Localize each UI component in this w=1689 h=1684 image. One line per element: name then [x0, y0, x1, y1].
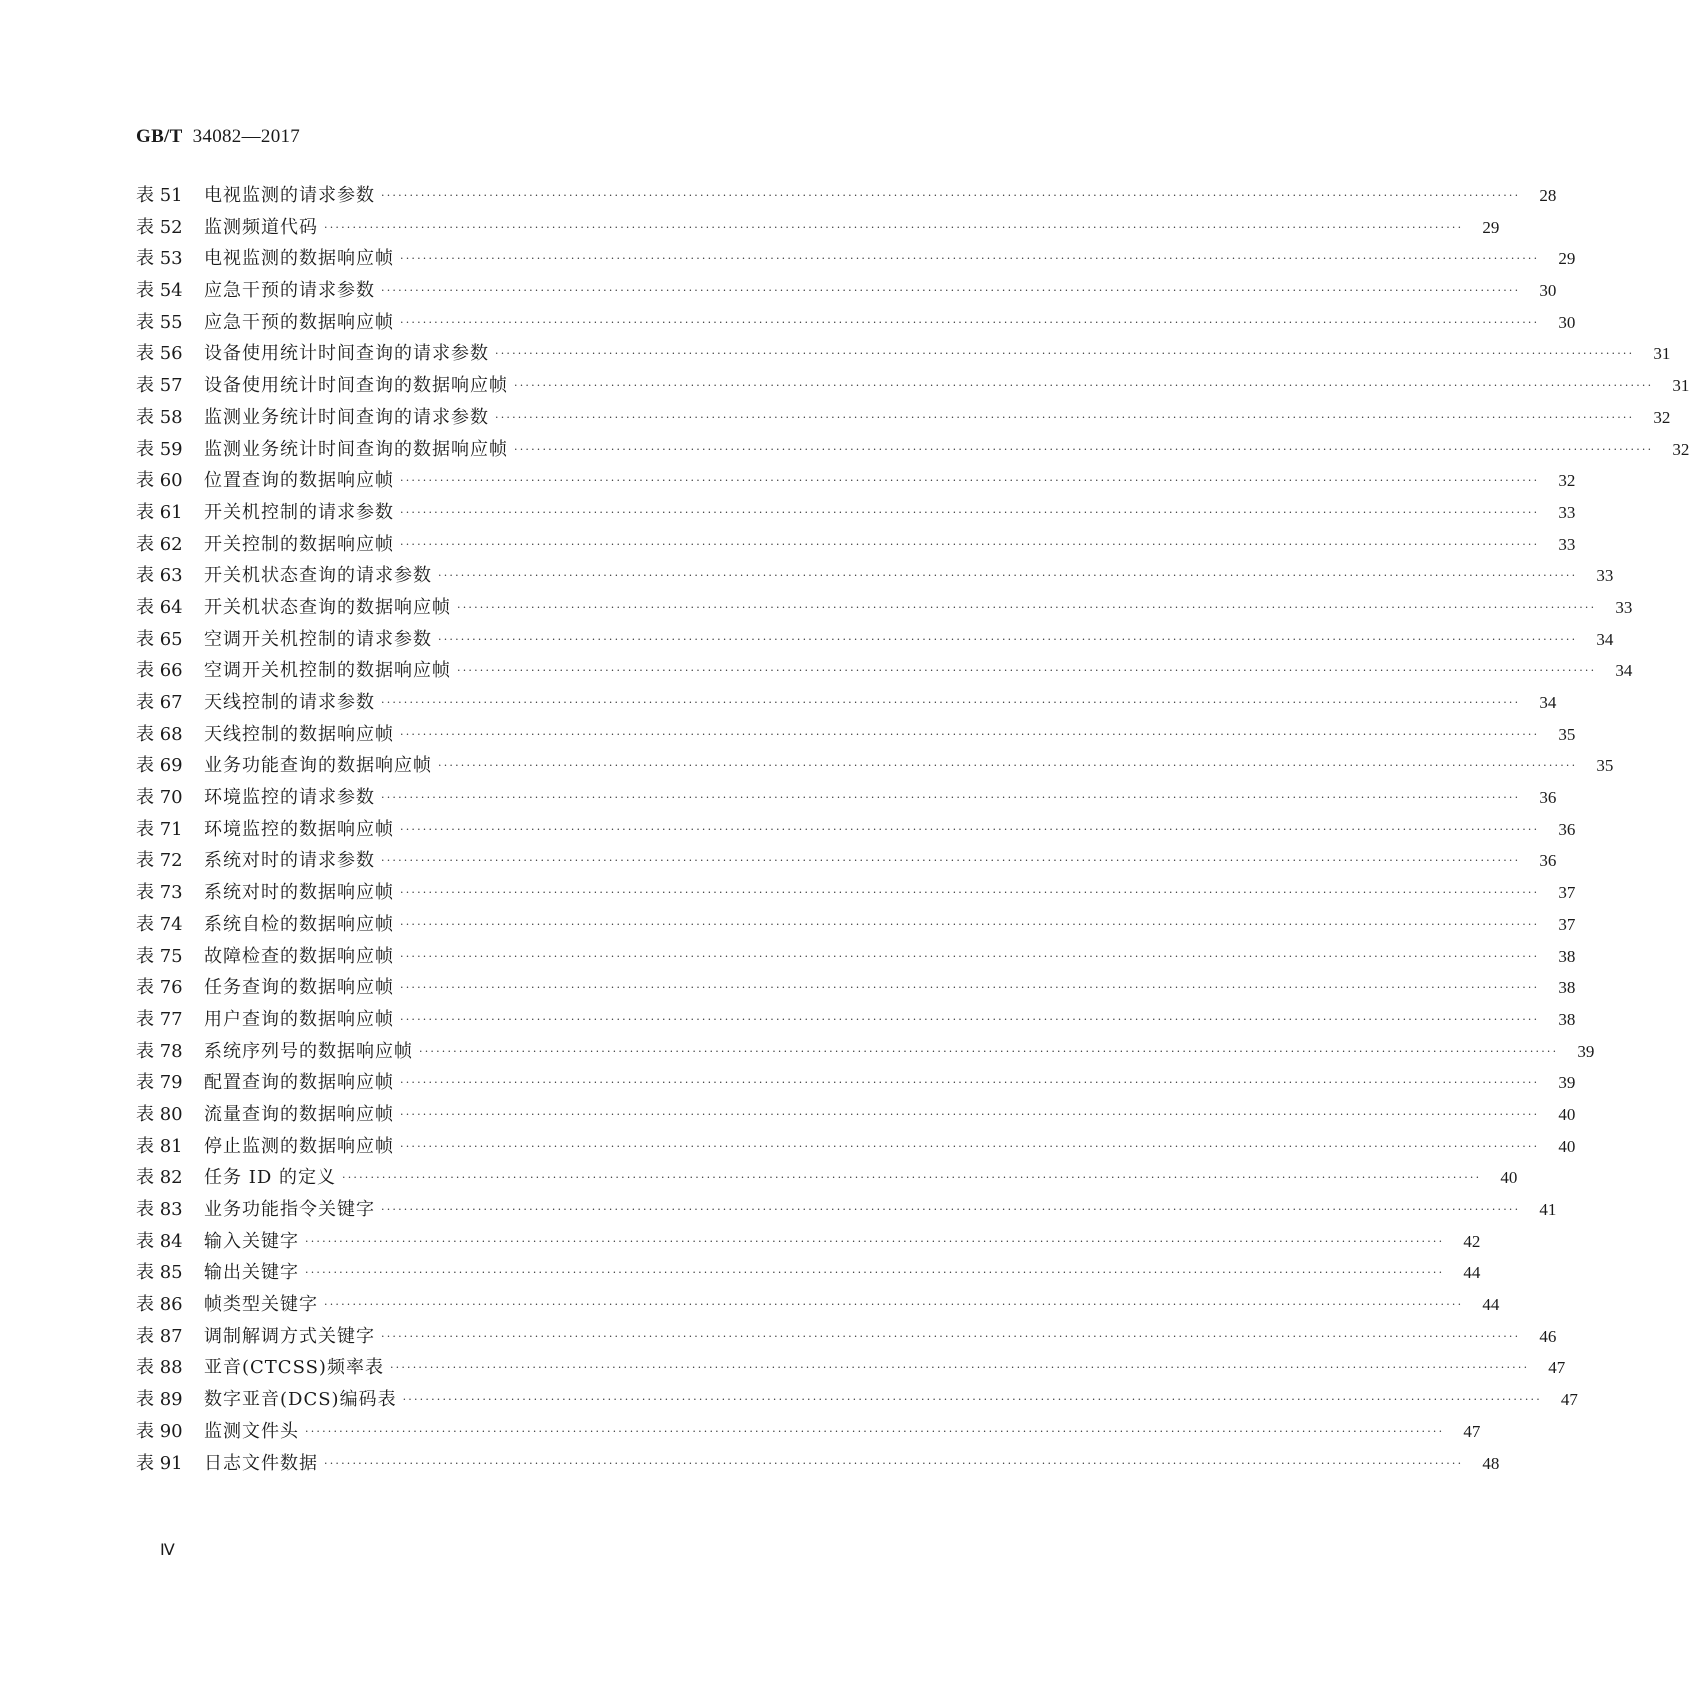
toc-page-number: 40 [1500, 1168, 1518, 1188]
toc-page-number: 29 [1558, 249, 1576, 269]
toc-table-number: 表 84 [136, 1230, 183, 1252]
toc-table-title: 帧类型关键字 [204, 1294, 318, 1316]
toc-entry[interactable] [136, 560, 1614, 592]
toc-entry[interactable] [136, 1321, 1557, 1353]
toc-dot-leader: ········································································································································································································ [419, 1044, 1559, 1058]
toc-dot-leader: ········································································································································································································ [457, 664, 1597, 678]
toc-dot-leader: ········································································································································································································ [400, 474, 1540, 488]
toc-page-number: 35 [1558, 724, 1576, 744]
toc-page-number: 36 [1539, 788, 1557, 808]
toc-dot-leader: ········································································································································································································ [400, 1107, 1540, 1121]
toc-page-number: 30 [1558, 312, 1576, 332]
toc-page-number: 34 [1539, 693, 1557, 712]
toc-table-title: 数字亚音(DCS)编码表 [204, 1389, 397, 1411]
toc-table-title: 应急干预的请求参数 [204, 280, 375, 302]
toc-table-title: 开关机状态查询的数据响应帧 [204, 596, 451, 618]
toc-dot-leader: ········································································································································································································ [495, 347, 1635, 361]
toc-table-number: 表 76 [136, 977, 183, 999]
toc-entry[interactable] [136, 972, 1576, 1004]
toc-dot-leader: ········································································································································································································ [400, 1076, 1540, 1090]
toc-table-title: 监测频道代码 [204, 216, 318, 238]
toc-entry[interactable] [136, 1257, 1481, 1289]
toc-table-title: 亚音(CTCSS)频率表 [204, 1357, 384, 1379]
toc-table-number: 表 75 [136, 945, 183, 967]
toc-table-title: 天线控制的请求参数 [204, 692, 375, 713]
toc-page-number: 38 [1558, 1009, 1576, 1029]
toc-page-number: 48 [1482, 1453, 1500, 1473]
toc-dot-leader: ········································································································································································································ [495, 410, 1635, 424]
toc-dot-leader: ········································································································································································································ [400, 981, 1540, 995]
toc-dot-leader: ········································································································································································································ [381, 284, 1521, 298]
toc-entry[interactable] [136, 529, 1576, 561]
toc-entry[interactable] [136, 307, 1576, 339]
toc-table-title: 输出关键字 [204, 1262, 299, 1284]
toc-entry[interactable] [136, 370, 1689, 402]
toc-dot-leader: ········································································································································································································ [400, 1139, 1540, 1153]
toc-table-title: 电视监测的数据响应帧 [204, 248, 394, 270]
toc-entry[interactable] [136, 338, 1671, 370]
toc-entry[interactable] [136, 434, 1689, 466]
toc-table-title: 系统对时的请求参数 [204, 850, 375, 872]
toc-dot-leader: ········································································································································································································ [305, 1266, 1445, 1280]
toc-page-number: 47 [1463, 1421, 1481, 1441]
toc-entry[interactable] [136, 1194, 1557, 1226]
toc-dot-leader: ········································································································································································································ [400, 917, 1540, 931]
toc-entry[interactable] [136, 497, 1576, 529]
toc-page-number: 44 [1463, 1263, 1481, 1283]
toc-table-number: 表 59 [136, 438, 183, 460]
toc-dot-leader: ········································································································································································································ [400, 537, 1540, 551]
toc-page-number: 47 [1560, 1390, 1578, 1410]
toc-table-number: 表 78 [136, 1040, 183, 1062]
toc-table-number: 表 87 [136, 1325, 183, 1347]
toc-table-title: 环境监控的请求参数 [204, 787, 375, 809]
toc-table-title: 任务 ID 的定义 [204, 1167, 336, 1189]
toc-table-number: 表 88 [136, 1357, 183, 1379]
toc-table-title: 监测业务统计时间查询的请求参数 [204, 406, 489, 428]
toc-table-title: 监测业务统计时间查询的数据响应帧 [204, 438, 508, 460]
toc-entry[interactable] [136, 1067, 1576, 1099]
toc-entry[interactable] [136, 1004, 1576, 1036]
page-number: Ⅳ [160, 1542, 175, 1559]
toc-table-number: 表 86 [136, 1294, 183, 1316]
toc-dot-leader: ········································································································································································································ [400, 727, 1540, 741]
toc-page-number: 30 [1539, 281, 1557, 301]
toc-page-number: 37 [1558, 914, 1576, 934]
toc-table-title: 输入关键字 [204, 1230, 299, 1252]
toc-table-number: 表 64 [136, 596, 183, 618]
toc-entry[interactable] [136, 655, 1633, 687]
toc-page-number: 33 [1596, 566, 1614, 586]
toc-dot-leader: ········································································································································································································ [438, 569, 1578, 583]
toc-table-title: 空调开关机控制的数据响应帧 [204, 660, 451, 682]
toc-table-title: 应急干预的数据响应帧 [204, 311, 394, 333]
toc-table-title: 环境监控的数据响应帧 [204, 818, 394, 840]
toc-dot-leader: ········································································································································································································ [400, 1012, 1540, 1026]
toc-table-title: 开关控制的数据响应帧 [204, 533, 394, 555]
toc-dot-leader: ········································································································································································································ [514, 379, 1654, 393]
toc-dot-leader: ········································································································································································································ [389, 1361, 1530, 1375]
toc-page-number: 39 [1558, 1073, 1576, 1093]
toc-page-number: 34 [1615, 661, 1633, 681]
toc-table-number: 表 85 [136, 1262, 183, 1284]
toc-dot-leader: ········································································································································································································ [400, 252, 1540, 266]
toc-page-number: 34 [1596, 629, 1614, 649]
toc-table-title: 用户查询的数据响应帧 [204, 1008, 394, 1030]
toc-dot-leader: ········································································································································································································ [305, 1234, 1445, 1248]
toc-dot-leader: ········································································································································································································ [400, 886, 1540, 900]
toc-page-number: 40 [1558, 1136, 1576, 1156]
toc-entry[interactable] [136, 909, 1576, 941]
standard-header [136, 126, 300, 148]
toc-table-title: 系统自检的数据响应帧 [204, 913, 394, 935]
toc-table-title: 调制解调方式关键字 [204, 1325, 375, 1347]
toc-page-number: 37 [1558, 883, 1576, 903]
toc-page-number: 31 [1653, 344, 1671, 364]
toc-dot-leader: ········································································································································································································ [305, 1424, 1445, 1438]
toc-dot-leader: ········································································································································································································ [324, 1456, 1464, 1470]
toc-entry[interactable] [136, 687, 1557, 719]
toc-entry[interactable] [136, 877, 1576, 909]
toc-table-number: 表 68 [136, 723, 183, 745]
toc-table-title: 系统对时的数据响应帧 [204, 882, 394, 904]
toc-entry[interactable] [136, 1162, 1518, 1194]
toc-table-title: 监测文件头 [204, 1420, 299, 1442]
toc-page-number: 31 [1672, 376, 1689, 396]
toc-page-number: 47 [1548, 1358, 1566, 1378]
toc-entry[interactable] [136, 212, 1500, 244]
toc-table-number: 表 69 [136, 755, 183, 777]
toc-entry[interactable] [136, 180, 1557, 212]
toc-page-number: 32 [1558, 471, 1576, 491]
toc-table-number: 表 90 [136, 1420, 183, 1442]
toc-page-number: 32 [1672, 439, 1689, 459]
toc-entry[interactable] [136, 1448, 1500, 1480]
toc-table-number: 表 52 [136, 216, 183, 238]
toc-entry[interactable] [136, 1131, 1576, 1163]
toc-table-number: 表 83 [136, 1199, 183, 1220]
toc-entry[interactable] [136, 243, 1576, 275]
toc-table-number: 表 53 [136, 248, 183, 270]
toc-table-number: 表 81 [136, 1135, 183, 1157]
toc-dot-leader: ········································································································································································································ [324, 220, 1464, 234]
toc-entry[interactable] [136, 1226, 1481, 1258]
toc-table-number: 表 51 [136, 185, 183, 206]
toc-table-number: 表 77 [136, 1008, 183, 1030]
toc-page-number: 40 [1558, 1104, 1576, 1124]
toc-page-number: 46 [1539, 1326, 1557, 1346]
toc-page-number: 29 [1482, 217, 1500, 237]
toc-dot-leader: ········································································································································································································ [381, 1203, 1521, 1216]
toc-page-number: 42 [1463, 1231, 1481, 1251]
toc-entry[interactable] [136, 592, 1633, 624]
toc-page-number: 41 [1539, 1200, 1557, 1219]
toc-table-number: 表 66 [136, 660, 183, 682]
toc-dot-leader: ········································································································································································································ [400, 315, 1540, 329]
toc-table-title: 停止监测的数据响应帧 [204, 1135, 394, 1157]
toc-table-number: 表 54 [136, 280, 183, 302]
toc-table-title: 天线控制的数据响应帧 [204, 723, 394, 745]
toc-entry[interactable] [136, 750, 1614, 782]
toc-entry[interactable] [136, 624, 1614, 656]
toc-table-title: 空调开关机控制的请求参数 [204, 628, 432, 650]
toc-page-number: 28 [1539, 186, 1557, 205]
toc-entry[interactable] [136, 402, 1671, 434]
toc-entry[interactable] [136, 1289, 1500, 1321]
toc-table-number: 表 71 [136, 818, 183, 840]
toc-table-title: 配置查询的数据响应帧 [204, 1072, 394, 1094]
toc-table-number: 表 57 [136, 375, 183, 397]
toc-table-title: 日志文件数据 [204, 1452, 318, 1474]
toc-table-title: 开关机控制的请求参数 [204, 501, 394, 523]
toc-table-number: 表 82 [136, 1167, 183, 1189]
toc-entry[interactable] [136, 845, 1557, 877]
toc-table-number: 表 60 [136, 470, 183, 492]
toc-page-number: 33 [1558, 534, 1576, 554]
toc-entry[interactable] [136, 782, 1557, 814]
toc-entry[interactable] [136, 1416, 1481, 1448]
toc-dot-leader: ········································································································································································································ [438, 632, 1578, 646]
toc-dot-leader: ········································································································································································································ [402, 1393, 1542, 1407]
toc-table-title: 系统序列号的数据响应帧 [204, 1040, 413, 1062]
toc-dot-leader: ········································································································································································································ [400, 505, 1540, 519]
toc-table-number: 表 55 [136, 311, 183, 333]
toc-table-number: 表 79 [136, 1072, 183, 1094]
toc-entry[interactable] [136, 814, 1576, 846]
toc-table-number: 表 89 [136, 1389, 183, 1411]
toc-entry[interactable] [136, 941, 1576, 973]
toc-table-number: 表 62 [136, 533, 183, 555]
toc-table-number: 表 67 [136, 692, 183, 713]
toc-table-number: 表 61 [136, 501, 183, 523]
toc-table-title: 业务功能指令关键字 [204, 1199, 375, 1220]
toc-dot-leader: ········································································································································································································ [342, 1171, 1482, 1185]
toc-page-number: 36 [1558, 819, 1576, 839]
toc-dot-leader: ········································································································································································································ [400, 822, 1540, 836]
toc-table-number: 表 72 [136, 850, 183, 872]
toc-dot-leader: ········································································································································································································ [400, 949, 1540, 963]
toc-entry[interactable] [136, 1099, 1576, 1131]
toc-dot-leader: ········································································································································································································ [457, 600, 1597, 614]
toc-table-number: 表 80 [136, 1103, 183, 1125]
toc-page-number: 32 [1653, 407, 1671, 427]
toc-dot-leader: ········································································································································································································ [324, 1298, 1464, 1312]
toc-table-title: 任务查询的数据响应帧 [204, 977, 394, 999]
toc-table-number: 表 56 [136, 343, 183, 365]
toc-table-title: 设备使用统计时间查询的请求参数 [204, 343, 489, 365]
toc-dot-leader: ········································································································································································································ [514, 442, 1654, 456]
toc-page-number: 38 [1558, 978, 1576, 998]
standard-number: 34082—2017 [192, 126, 301, 147]
toc-table-number: 表 58 [136, 406, 183, 428]
toc-entry[interactable] [136, 275, 1557, 307]
toc-table-title: 设备使用统计时间查询的数据响应帧 [204, 375, 508, 397]
standard-code: GB/T [136, 126, 183, 147]
toc-dot-leader: ········································································································································································································ [438, 759, 1578, 773]
toc-entry[interactable] [136, 1352, 1566, 1384]
toc-table-title: 电视监测的请求参数 [204, 185, 375, 206]
toc-entry[interactable] [136, 1384, 1578, 1416]
toc-table-number: 表 74 [136, 913, 183, 935]
toc-table-number: 表 91 [136, 1452, 183, 1474]
toc-page-number: 33 [1558, 502, 1576, 522]
toc-table-title: 流量查询的数据响应帧 [204, 1103, 394, 1125]
table-of-contents [136, 180, 1689, 1479]
toc-table-number: 表 73 [136, 882, 183, 904]
toc-dot-leader: ········································································································································································································ [381, 696, 1521, 709]
toc-page-number: 44 [1482, 1295, 1500, 1315]
toc-dot-leader: ········································································································································································································ [381, 791, 1521, 805]
toc-dot-leader: ········································································································································································································ [381, 854, 1521, 868]
toc-table-title: 开关机状态查询的请求参数 [204, 565, 432, 587]
toc-table-number: 表 70 [136, 787, 183, 809]
toc-table-title: 故障检查的数据响应帧 [204, 945, 394, 967]
toc-dot-leader: ········································································································································································································ [381, 1329, 1521, 1343]
toc-table-title: 业务功能查询的数据响应帧 [204, 755, 432, 777]
toc-table-number: 表 63 [136, 565, 183, 587]
toc-entry[interactable] [136, 719, 1576, 751]
toc-page-number: 39 [1577, 1041, 1595, 1061]
toc-table-title: 位置查询的数据响应帧 [204, 470, 394, 492]
toc-page-number: 36 [1539, 851, 1557, 871]
toc-page-number: 33 [1615, 597, 1633, 617]
toc-page-number: 35 [1596, 756, 1614, 776]
toc-dot-leader: ········································································································································································································ [381, 189, 1521, 202]
toc-table-number: 表 65 [136, 628, 183, 650]
toc-entry[interactable] [136, 465, 1576, 497]
toc-page-number: 38 [1558, 946, 1576, 966]
toc-entry[interactable] [136, 1036, 1595, 1068]
